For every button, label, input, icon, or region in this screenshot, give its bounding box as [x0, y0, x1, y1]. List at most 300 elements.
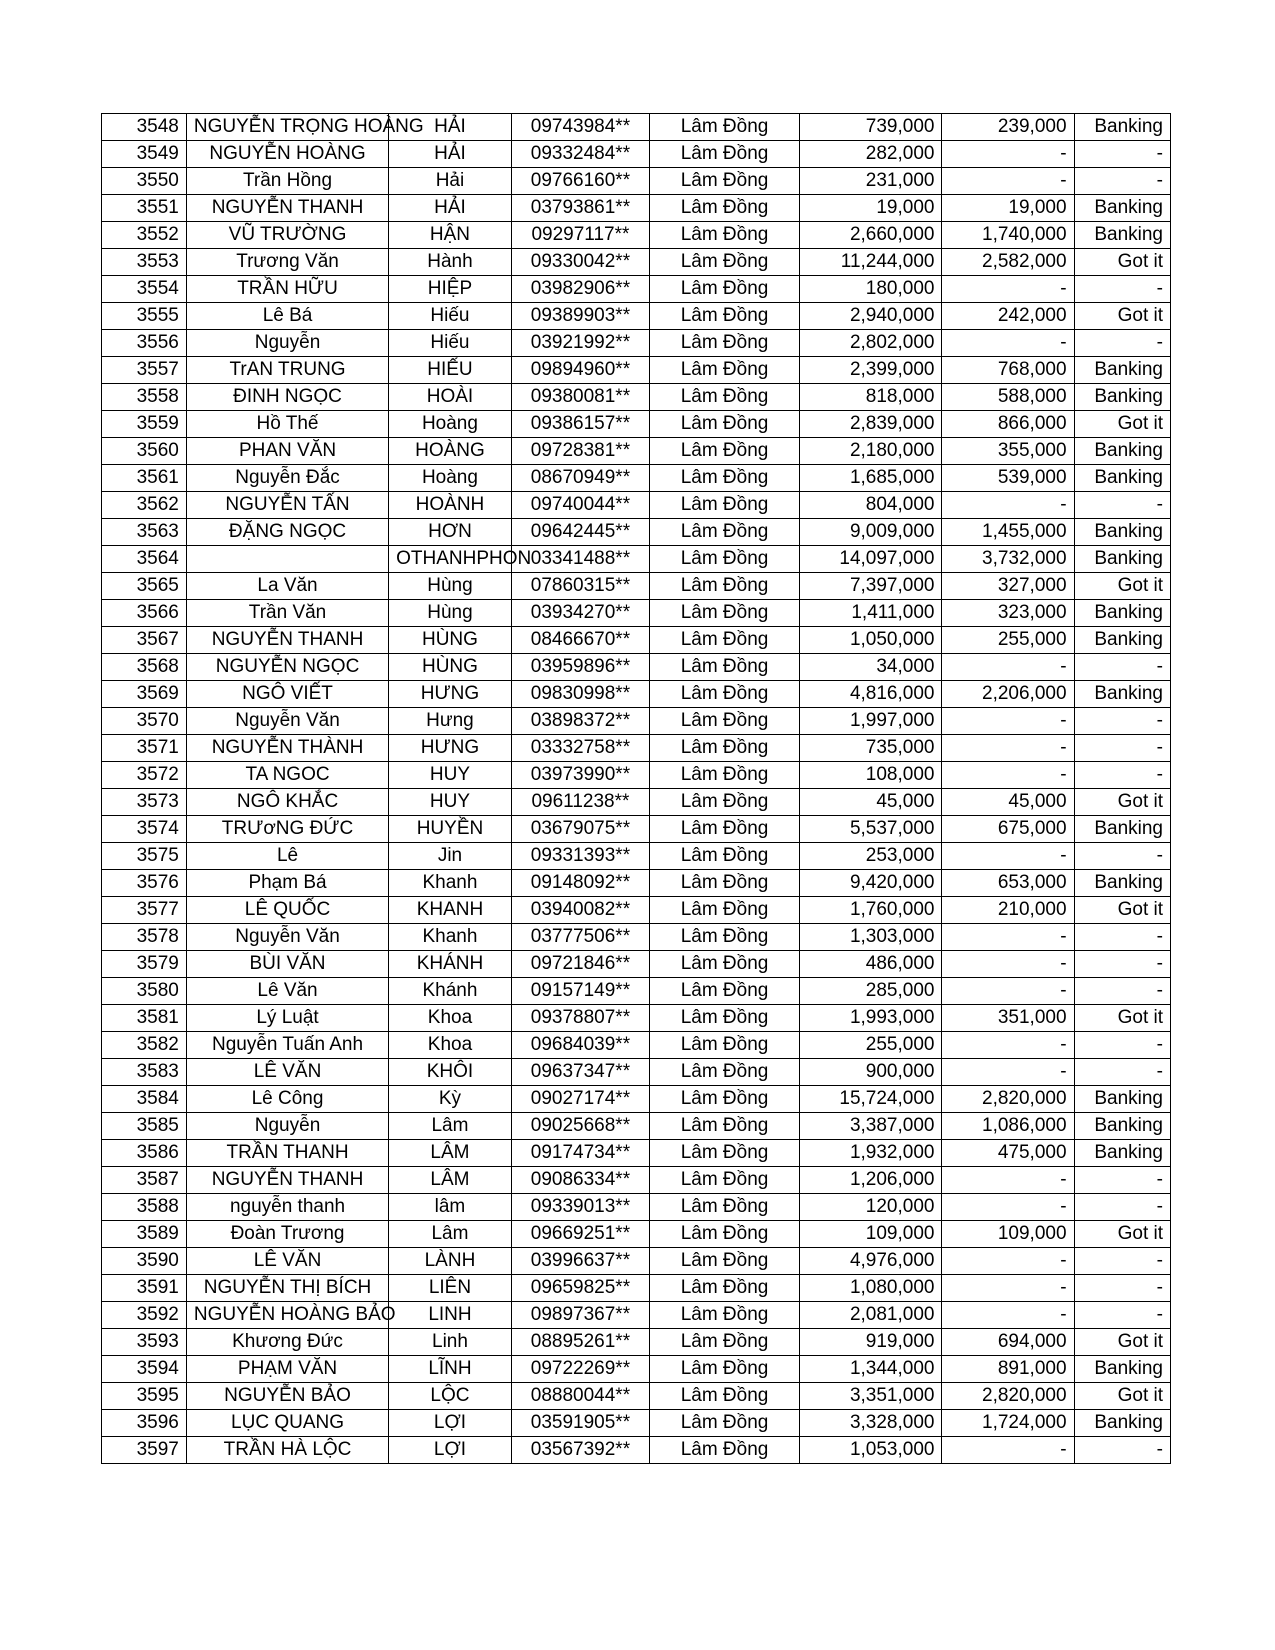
row-index-cell: 3581: [102, 1005, 187, 1032]
total-amount-cell: 1,050,000: [799, 627, 942, 654]
row-index-cell: 3578: [102, 924, 187, 951]
paid-amount-cell: 675,000: [942, 816, 1074, 843]
row-index-cell: 3577: [102, 897, 187, 924]
total-amount-cell: 2,081,000: [799, 1302, 942, 1329]
phone-cell: 03679075**: [511, 816, 649, 843]
paid-amount-cell: 768,000: [942, 357, 1074, 384]
province-cell: Lâm Đồng: [650, 411, 800, 438]
first-name-cell: lâm: [389, 1194, 512, 1221]
paid-amount-cell: -: [942, 654, 1074, 681]
row-index-cell: 3570: [102, 708, 187, 735]
last-name-cell: NGUYỄN HOÀNG BẢO: [186, 1302, 388, 1329]
status-cell: Got it: [1074, 411, 1170, 438]
phone-cell: 03959896**: [511, 654, 649, 681]
row-index-cell: 3564: [102, 546, 187, 573]
status-cell: Banking: [1074, 600, 1170, 627]
phone-cell: 03341488**: [511, 546, 649, 573]
total-amount-cell: 1,411,000: [799, 600, 942, 627]
status-cell: Banking: [1074, 546, 1170, 573]
first-name-cell: HÙNG: [389, 627, 512, 654]
status-cell: -: [1074, 762, 1170, 789]
paid-amount-cell: 891,000: [942, 1356, 1074, 1383]
phone-cell: 09740044**: [511, 492, 649, 519]
province-cell: Lâm Đồng: [650, 357, 800, 384]
phone-cell: 09743984**: [511, 114, 649, 141]
phone-cell: 09378807**: [511, 1005, 649, 1032]
total-amount-cell: 109,000: [799, 1221, 942, 1248]
paid-amount-cell: 2,820,000: [942, 1383, 1074, 1410]
province-cell: Lâm Đồng: [650, 1086, 800, 1113]
first-name-cell: Hoàng: [389, 411, 512, 438]
paid-amount-cell: 539,000: [942, 465, 1074, 492]
row-index-cell: 3568: [102, 654, 187, 681]
province-cell: Lâm Đồng: [650, 1356, 800, 1383]
first-name-cell: KHÁNH: [389, 951, 512, 978]
paid-amount-cell: 694,000: [942, 1329, 1074, 1356]
first-name-cell: HẬN: [389, 222, 512, 249]
first-name-cell: HẢI: [389, 195, 512, 222]
table-row: [102, 1356, 1171, 1383]
paid-amount-cell: 1,455,000: [942, 519, 1074, 546]
table-row: [102, 654, 1171, 681]
table-row: [102, 1005, 1171, 1032]
row-index-cell: 3569: [102, 681, 187, 708]
row-index-cell: 3585: [102, 1113, 187, 1140]
table-row: [102, 1086, 1171, 1113]
province-cell: Lâm Đồng: [650, 492, 800, 519]
paid-amount-cell: 2,820,000: [942, 1086, 1074, 1113]
status-cell: -: [1074, 1302, 1170, 1329]
status-cell: -: [1074, 1437, 1170, 1464]
province-cell: Lâm Đồng: [650, 114, 800, 141]
last-name-cell: Nguyễn: [186, 1113, 388, 1140]
table-row: [102, 924, 1171, 951]
last-name-cell: Lê Văn: [186, 978, 388, 1005]
status-cell: Banking: [1074, 816, 1170, 843]
row-index-cell: 3555: [102, 303, 187, 330]
table-row: [102, 168, 1171, 195]
province-cell: Lâm Đồng: [650, 1167, 800, 1194]
total-amount-cell: 1,344,000: [799, 1356, 942, 1383]
province-cell: Lâm Đồng: [650, 276, 800, 303]
total-amount-cell: 3,328,000: [799, 1410, 942, 1437]
paid-amount-cell: 242,000: [942, 303, 1074, 330]
province-cell: Lâm Đồng: [650, 546, 800, 573]
row-index-cell: 3561: [102, 465, 187, 492]
last-name-cell: TRẦN HÀ LỘC: [186, 1437, 388, 1464]
last-name-cell: ĐINH NGỌC: [186, 384, 388, 411]
row-index-cell: 3589: [102, 1221, 187, 1248]
province-cell: Lâm Đồng: [650, 1302, 800, 1329]
paid-amount-cell: -: [942, 1248, 1074, 1275]
province-cell: Lâm Đồng: [650, 735, 800, 762]
first-name-cell: Hùng: [389, 600, 512, 627]
table-row: [102, 438, 1171, 465]
province-cell: Lâm Đồng: [650, 384, 800, 411]
province-cell: Lâm Đồng: [650, 573, 800, 600]
phone-cell: 09830998**: [511, 681, 649, 708]
first-name-cell: OTHANHPHON: [389, 546, 512, 573]
phone-cell: 03921992**: [511, 330, 649, 357]
province-cell: Lâm Đồng: [650, 168, 800, 195]
table-row: [102, 492, 1171, 519]
last-name-cell: NGUYỄN NGỌC: [186, 654, 388, 681]
last-name-cell: Nguyễn Đắc: [186, 465, 388, 492]
total-amount-cell: 2,940,000: [799, 303, 942, 330]
phone-cell: 09894960**: [511, 357, 649, 384]
table-row: [102, 627, 1171, 654]
paid-amount-cell: 1,086,000: [942, 1113, 1074, 1140]
table-row: [102, 1302, 1171, 1329]
total-amount-cell: 919,000: [799, 1329, 942, 1356]
total-amount-cell: 9,420,000: [799, 870, 942, 897]
table-row: [102, 114, 1171, 141]
province-cell: Lâm Đồng: [650, 519, 800, 546]
province-cell: Lâm Đồng: [650, 1437, 800, 1464]
paid-amount-cell: -: [942, 1194, 1074, 1221]
first-name-cell: HƯNG: [389, 735, 512, 762]
province-cell: Lâm Đồng: [650, 1113, 800, 1140]
row-index-cell: 3584: [102, 1086, 187, 1113]
status-cell: Got it: [1074, 1329, 1170, 1356]
paid-amount-cell: -: [942, 168, 1074, 195]
row-index-cell: 3591: [102, 1275, 187, 1302]
last-name-cell: NGUYỄN THỊ BÍCH: [186, 1275, 388, 1302]
phone-cell: 09642445**: [511, 519, 649, 546]
paid-amount-cell: -: [942, 1059, 1074, 1086]
province-cell: Lâm Đồng: [650, 924, 800, 951]
first-name-cell: Lâm: [389, 1113, 512, 1140]
paid-amount-cell: 109,000: [942, 1221, 1074, 1248]
last-name-cell: Phạm Bá: [186, 870, 388, 897]
phone-cell: 09684039**: [511, 1032, 649, 1059]
paid-amount-cell: -: [942, 330, 1074, 357]
phone-cell: 03591905**: [511, 1410, 649, 1437]
table-row: [102, 843, 1171, 870]
row-index-cell: 3552: [102, 222, 187, 249]
table-row: [102, 1383, 1171, 1410]
total-amount-cell: 804,000: [799, 492, 942, 519]
province-cell: Lâm Đồng: [650, 843, 800, 870]
phone-cell: 03777506**: [511, 924, 649, 951]
total-amount-cell: 2,802,000: [799, 330, 942, 357]
first-name-cell: LĨNH: [389, 1356, 512, 1383]
status-cell: -: [1074, 1167, 1170, 1194]
paid-amount-cell: 327,000: [942, 573, 1074, 600]
phone-cell: 03934270**: [511, 600, 649, 627]
table-row: [102, 816, 1171, 843]
table-row: [102, 1113, 1171, 1140]
last-name-cell: Lê Công: [186, 1086, 388, 1113]
row-index-cell: 3560: [102, 438, 187, 465]
last-name-cell: TRẦN THANH: [186, 1140, 388, 1167]
total-amount-cell: 4,816,000: [799, 681, 942, 708]
table-row: [102, 870, 1171, 897]
total-amount-cell: 1,685,000: [799, 465, 942, 492]
paid-amount-cell: 1,724,000: [942, 1410, 1074, 1437]
row-index-cell: 3559: [102, 411, 187, 438]
first-name-cell: Hành: [389, 249, 512, 276]
phone-cell: 09157149**: [511, 978, 649, 1005]
first-name-cell: HOÀI: [389, 384, 512, 411]
province-cell: Lâm Đồng: [650, 1329, 800, 1356]
phone-cell: 09025668**: [511, 1113, 649, 1140]
row-index-cell: 3573: [102, 789, 187, 816]
table-row: [102, 141, 1171, 168]
province-cell: Lâm Đồng: [650, 141, 800, 168]
row-index-cell: 3592: [102, 1302, 187, 1329]
total-amount-cell: 34,000: [799, 654, 942, 681]
province-cell: Lâm Đồng: [650, 978, 800, 1005]
phone-cell: 09380081**: [511, 384, 649, 411]
total-amount-cell: 1,206,000: [799, 1167, 942, 1194]
row-index-cell: 3558: [102, 384, 187, 411]
paid-amount-cell: 355,000: [942, 438, 1074, 465]
paid-amount-cell: -: [942, 951, 1074, 978]
last-name-cell: LÊ VĂN: [186, 1248, 388, 1275]
first-name-cell: LỢI: [389, 1410, 512, 1437]
total-amount-cell: 2,399,000: [799, 357, 942, 384]
phone-cell: 09659825**: [511, 1275, 649, 1302]
last-name-cell: LÊ VĂN: [186, 1059, 388, 1086]
table-row: [102, 222, 1171, 249]
paid-amount-cell: 475,000: [942, 1140, 1074, 1167]
first-name-cell: HUY: [389, 789, 512, 816]
first-name-cell: HẢI: [389, 114, 512, 141]
total-amount-cell: 900,000: [799, 1059, 942, 1086]
status-cell: -: [1074, 141, 1170, 168]
row-index-cell: 3551: [102, 195, 187, 222]
province-cell: Lâm Đồng: [650, 789, 800, 816]
row-index-cell: 3550: [102, 168, 187, 195]
status-cell: -: [1074, 735, 1170, 762]
row-index-cell: 3572: [102, 762, 187, 789]
row-index-cell: 3565: [102, 573, 187, 600]
row-index-cell: 3583: [102, 1059, 187, 1086]
phone-cell: 09669251**: [511, 1221, 649, 1248]
total-amount-cell: 11,244,000: [799, 249, 942, 276]
last-name-cell: NGUYỄN HOÀNG: [186, 141, 388, 168]
first-name-cell: HIẾU: [389, 357, 512, 384]
first-name-cell: KHANH: [389, 897, 512, 924]
phone-cell: 03793861**: [511, 195, 649, 222]
status-cell: -: [1074, 924, 1170, 951]
data-table: [101, 113, 1171, 1464]
table-row: [102, 978, 1171, 1005]
table-row: [102, 1437, 1171, 1464]
table-row: [102, 1032, 1171, 1059]
last-name-cell: NGUYỄN THÀNH: [186, 735, 388, 762]
row-index-cell: 3582: [102, 1032, 187, 1059]
status-cell: Banking: [1074, 1356, 1170, 1383]
total-amount-cell: 255,000: [799, 1032, 942, 1059]
table-row: [102, 762, 1171, 789]
phone-cell: 09728381**: [511, 438, 649, 465]
row-index-cell: 3571: [102, 735, 187, 762]
last-name-cell: TRẦN HỮU: [186, 276, 388, 303]
row-index-cell: 3593: [102, 1329, 187, 1356]
first-name-cell: HUY: [389, 762, 512, 789]
status-cell: Banking: [1074, 519, 1170, 546]
row-index-cell: 3567: [102, 627, 187, 654]
row-index-cell: 3596: [102, 1410, 187, 1437]
status-cell: -: [1074, 492, 1170, 519]
row-index-cell: 3553: [102, 249, 187, 276]
last-name-cell: Trần Hồng: [186, 168, 388, 195]
province-cell: Lâm Đồng: [650, 1059, 800, 1086]
status-cell: -: [1074, 276, 1170, 303]
total-amount-cell: 282,000: [799, 141, 942, 168]
status-cell: Got it: [1074, 249, 1170, 276]
row-index-cell: 3594: [102, 1356, 187, 1383]
status-cell: Got it: [1074, 1383, 1170, 1410]
last-name-cell: NGUYỄN TRỌNG HOÀNG: [186, 114, 388, 141]
row-index-cell: 3586: [102, 1140, 187, 1167]
total-amount-cell: 1,303,000: [799, 924, 942, 951]
table-row: [102, 546, 1171, 573]
paid-amount-cell: 588,000: [942, 384, 1074, 411]
row-index-cell: 3580: [102, 978, 187, 1005]
status-cell: Got it: [1074, 573, 1170, 600]
status-cell: Banking: [1074, 438, 1170, 465]
table-row: [102, 249, 1171, 276]
phone-cell: 03940082**: [511, 897, 649, 924]
last-name-cell: Hồ Thế: [186, 411, 388, 438]
total-amount-cell: 1,080,000: [799, 1275, 942, 1302]
status-cell: -: [1074, 708, 1170, 735]
total-amount-cell: 15,724,000: [799, 1086, 942, 1113]
table-row: [102, 681, 1171, 708]
last-name-cell: NGUYỄN TẤN: [186, 492, 388, 519]
total-amount-cell: 4,976,000: [799, 1248, 942, 1275]
total-amount-cell: 1,997,000: [799, 708, 942, 735]
first-name-cell: Hiếu: [389, 330, 512, 357]
paid-amount-cell: -: [942, 708, 1074, 735]
table-row: [102, 303, 1171, 330]
total-amount-cell: 253,000: [799, 843, 942, 870]
total-amount-cell: 2,180,000: [799, 438, 942, 465]
province-cell: Lâm Đồng: [650, 627, 800, 654]
status-cell: Banking: [1074, 222, 1170, 249]
first-name-cell: Khanh: [389, 924, 512, 951]
phone-cell: 09332484**: [511, 141, 649, 168]
total-amount-cell: 486,000: [799, 951, 942, 978]
last-name-cell: LỤC QUANG: [186, 1410, 388, 1437]
table-row: [102, 1329, 1171, 1356]
status-cell: Got it: [1074, 789, 1170, 816]
status-cell: Banking: [1074, 465, 1170, 492]
row-index-cell: 3554: [102, 276, 187, 303]
last-name-cell: BÙI VĂN: [186, 951, 388, 978]
province-cell: Lâm Đồng: [650, 1383, 800, 1410]
phone-cell: 09721846**: [511, 951, 649, 978]
paid-amount-cell: 239,000: [942, 114, 1074, 141]
last-name-cell: Đoàn Trương: [186, 1221, 388, 1248]
first-name-cell: Kỳ: [389, 1086, 512, 1113]
status-cell: -: [1074, 168, 1170, 195]
province-cell: Lâm Đồng: [650, 1032, 800, 1059]
row-index-cell: 3574: [102, 816, 187, 843]
first-name-cell: HIỆP: [389, 276, 512, 303]
first-name-cell: HÙNG: [389, 654, 512, 681]
phone-cell: 08895261**: [511, 1329, 649, 1356]
first-name-cell: LỢI: [389, 1437, 512, 1464]
table-body: [102, 114, 1171, 1464]
province-cell: Lâm Đồng: [650, 1410, 800, 1437]
paid-amount-cell: 2,206,000: [942, 681, 1074, 708]
last-name-cell: Lý Luật: [186, 1005, 388, 1032]
last-name-cell: Lê: [186, 843, 388, 870]
phone-cell: 08670949**: [511, 465, 649, 492]
table-row: [102, 519, 1171, 546]
first-name-cell: LINH: [389, 1302, 512, 1329]
row-index-cell: 3579: [102, 951, 187, 978]
table-row: [102, 1140, 1171, 1167]
phone-cell: 03996637**: [511, 1248, 649, 1275]
last-name-cell: VŨ TRƯỜNG: [186, 222, 388, 249]
total-amount-cell: 14,097,000: [799, 546, 942, 573]
phone-cell: 09386157**: [511, 411, 649, 438]
last-name-cell: Nguyễn Tuấn Anh: [186, 1032, 388, 1059]
status-cell: Got it: [1074, 1005, 1170, 1032]
last-name-cell: Trần Văn: [186, 600, 388, 627]
last-name-cell: Trương Văn: [186, 249, 388, 276]
phone-cell: 08466670**: [511, 627, 649, 654]
first-name-cell: Khánh: [389, 978, 512, 1005]
first-name-cell: Hoàng: [389, 465, 512, 492]
table-row: [102, 465, 1171, 492]
table-row: [102, 357, 1171, 384]
status-cell: -: [1074, 951, 1170, 978]
paid-amount-cell: -: [942, 1302, 1074, 1329]
paid-amount-cell: 2,582,000: [942, 249, 1074, 276]
first-name-cell: Khoa: [389, 1032, 512, 1059]
first-name-cell: Hưng: [389, 708, 512, 735]
province-cell: Lâm Đồng: [650, 1005, 800, 1032]
last-name-cell: PHẠM VĂN: [186, 1356, 388, 1383]
last-name-cell: TrAN TRUNG: [186, 357, 388, 384]
last-name-cell: ĐẶNG NGỌC: [186, 519, 388, 546]
status-cell: -: [1074, 1275, 1170, 1302]
last-name-cell: NGUYỄN THANH: [186, 627, 388, 654]
last-name-cell: TA NGOC: [186, 762, 388, 789]
table-row: [102, 411, 1171, 438]
phone-cell: 09637347**: [511, 1059, 649, 1086]
total-amount-cell: 2,839,000: [799, 411, 942, 438]
first-name-cell: LÂM: [389, 1167, 512, 1194]
row-index-cell: 3575: [102, 843, 187, 870]
total-amount-cell: 3,387,000: [799, 1113, 942, 1140]
last-name-cell: La Văn: [186, 573, 388, 600]
province-cell: Lâm Đồng: [650, 870, 800, 897]
paid-amount-cell: 255,000: [942, 627, 1074, 654]
phone-cell: 09086334**: [511, 1167, 649, 1194]
status-cell: Got it: [1074, 1221, 1170, 1248]
total-amount-cell: 108,000: [799, 762, 942, 789]
paid-amount-cell: -: [942, 762, 1074, 789]
row-index-cell: 3597: [102, 1437, 187, 1464]
province-cell: Lâm Đồng: [650, 600, 800, 627]
phone-cell: 09611238**: [511, 789, 649, 816]
status-cell: Banking: [1074, 1410, 1170, 1437]
table-row: [102, 1059, 1171, 1086]
phone-cell: 09339013**: [511, 1194, 649, 1221]
last-name-cell: NGÔ KHẮC: [186, 789, 388, 816]
status-cell: -: [1074, 1248, 1170, 1275]
province-cell: Lâm Đồng: [650, 708, 800, 735]
first-name-cell: HOÀNH: [389, 492, 512, 519]
status-cell: -: [1074, 1194, 1170, 1221]
